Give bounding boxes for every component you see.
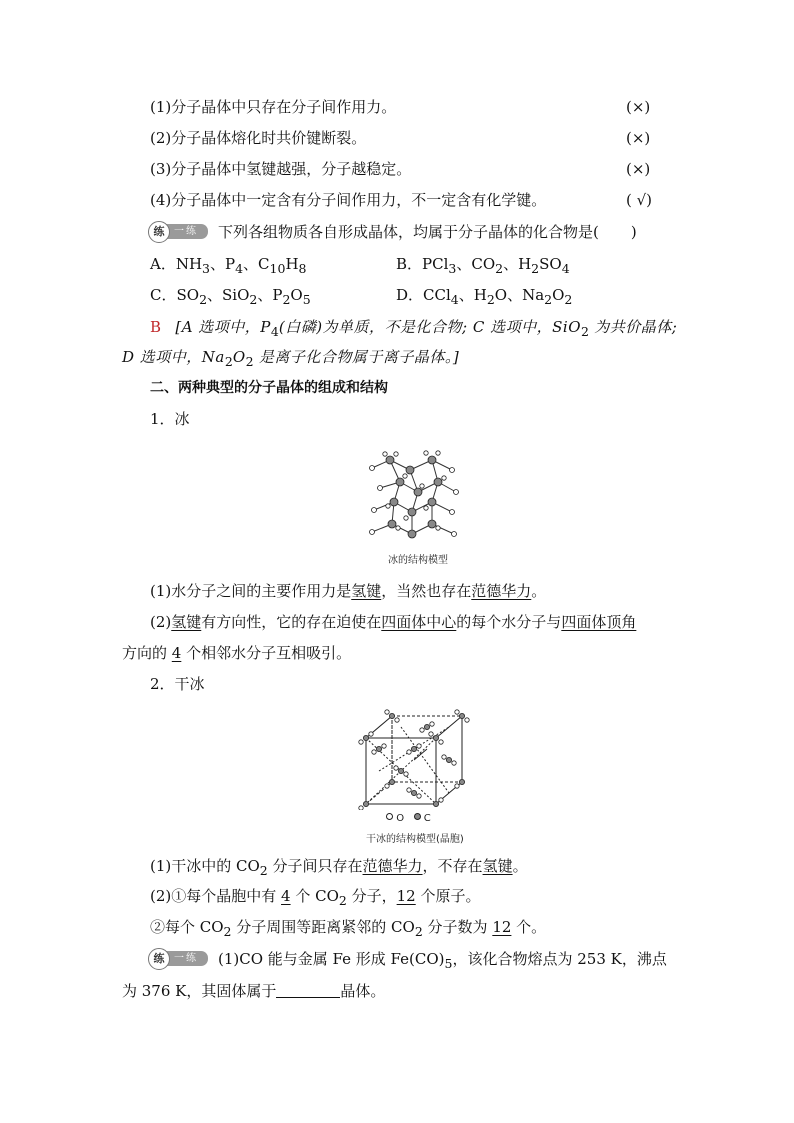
practice-badge-2: 练 一练: [150, 951, 208, 966]
judge-mark-1: (×): [626, 98, 651, 116]
judge-item-4: (4)分子晶体中一定含有分子间作用力，不一定含有化学键。: [150, 191, 547, 209]
answer-letter: B: [150, 318, 162, 336]
ice-caption: 冰的结构模型: [388, 555, 448, 566]
judge-item-2: (2)分子晶体熔化时共价键断裂。: [150, 129, 367, 147]
answer-blank[interactable]: [276, 983, 340, 998]
ice-heading: 1．冰: [150, 410, 190, 428]
option-c: C．$SO_2$、SiO$_2$、$P_2O_5$: [150, 286, 311, 307]
question-1-stem: 练 一练 下列各组物质各自形成晶体，均属于分子晶体的化合物是( ): [150, 221, 637, 243]
ice-paragraph-3: 方向的 4 个相邻水分子互相吸引。: [122, 644, 352, 662]
judge-item-1: (1)分子晶体中只存在分子间作用力。: [150, 98, 397, 116]
dry-ice-legend: O C: [386, 813, 431, 824]
dry-ice-paragraph-3: ②每个 $CO_2$ 分子周围等距离紧邻的 $CO_2$ 分子数为 12 个。: [150, 918, 547, 939]
option-b: B．PCl$_3$、$CO_2$、$H_2SO_4$: [396, 255, 570, 276]
judge-mark-4: ( √): [626, 191, 653, 209]
dry-ice-paragraph-2: (2)①每个晶胞中有 4 个 $CO_2$ 分子，12 个原子。: [150, 887, 481, 908]
judge-mark-2: (×): [626, 129, 651, 147]
question-2-line-1: 练 一练 (1)CO 能与金属 Fe 形成 $Fe(CO)_5$，该化合物熔点为 253 K，沸点: [150, 948, 667, 975]
option-a: A．$NH_3$、$P_4$、$C_{10}H_8$: [150, 255, 307, 276]
ice-structure-figure: [360, 448, 468, 548]
option-d: D．CCl$_4$、$H_2O$、$Na_2O_2$: [396, 286, 573, 307]
judge-item-3: (3)分子晶体中氢键越强，分子越稳定。: [150, 160, 412, 178]
carbon-legend-marker: [414, 813, 421, 820]
judge-mark-3: (×): [626, 160, 651, 178]
answer-explanation-2: D 选项中，$Na_2O_2$ 是离子化合物属于离子晶体。]: [122, 348, 460, 369]
oxygen-legend-marker: [386, 813, 393, 820]
ice-paragraph-2: (2)氢键有方向性，它的存在迫使在四面体中心的每个水分子与四面体顶角: [150, 613, 637, 631]
answer-explanation-1: B [A 选项中，$P_4$(白磷)为单质，不是化合物; C 选项中，SiO$_2$ 为共价晶体;: [150, 318, 678, 339]
practice-badge: 练 一练: [150, 224, 208, 239]
section-2-title: 二、两种典型的分子晶体的组成和结构: [150, 380, 388, 396]
question-2-line-2: 为 376 K，其固体属于 晶体。: [122, 982, 386, 1000]
dry-ice-caption: 干冰的结构模型(晶胞): [366, 834, 464, 845]
dry-ice-paragraph-1: (1)干冰中的 $CO_2$ 分子间只存在范德华力，不存在氢键。: [150, 857, 528, 878]
ice-paragraph-1: (1)水分子之间的主要作用力是氢键，当然也存在范德华力。: [150, 582, 547, 600]
dry-ice-structure-figure: [354, 708, 470, 810]
dry-ice-heading: 2．干冰: [150, 675, 205, 693]
